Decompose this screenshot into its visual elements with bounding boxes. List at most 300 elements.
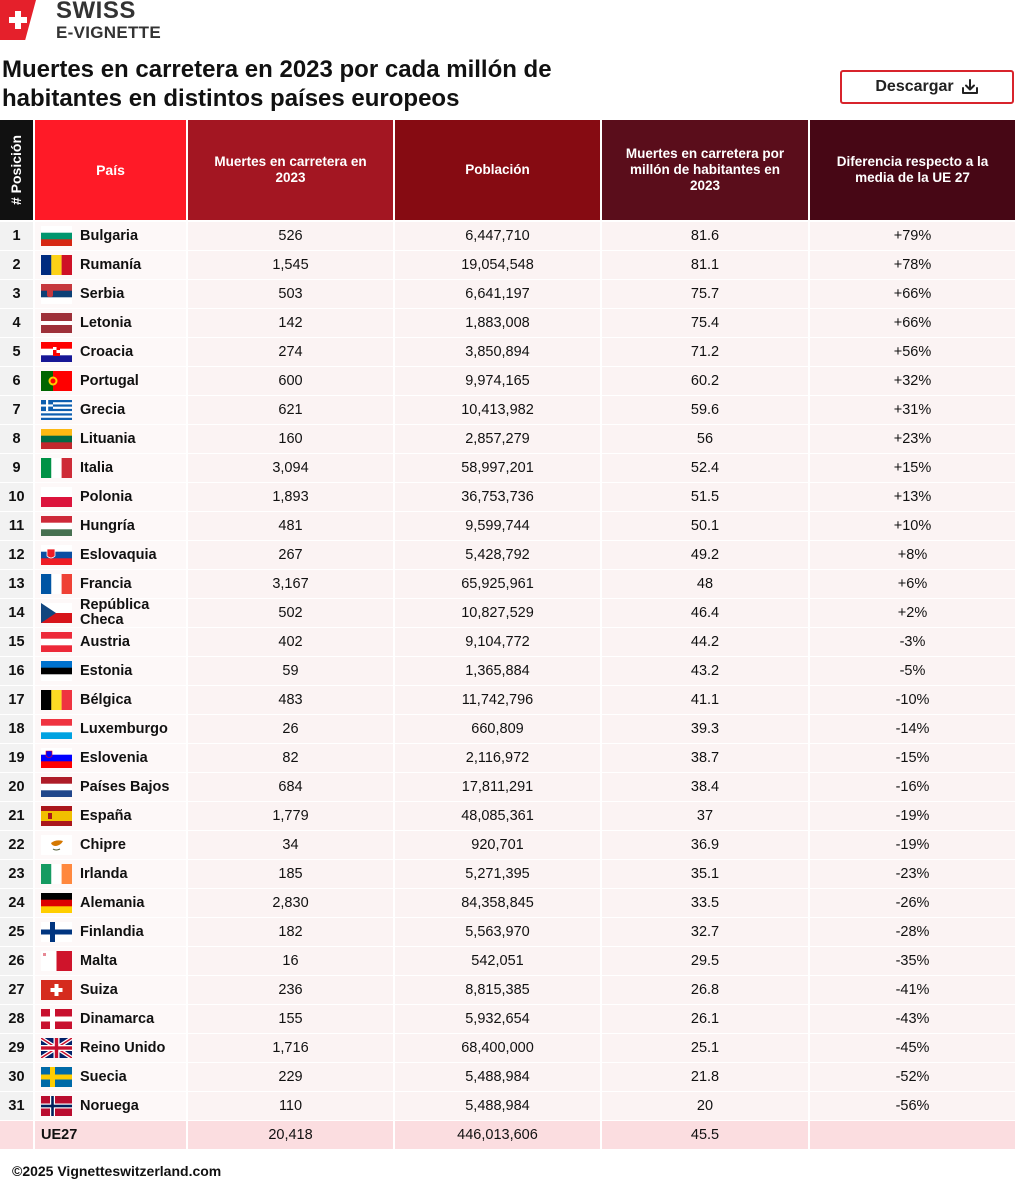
country-name: Croacia [80, 343, 134, 360]
country-name: Irlanda [80, 865, 128, 882]
row-population: 1,883,008 [395, 309, 602, 338]
luxembourg-flag-icon [41, 719, 72, 739]
row-population: 65,925,961 [395, 570, 602, 599]
row-deaths: 59 [188, 657, 395, 686]
row-country [35, 715, 188, 744]
row-population: 6,641,197 [395, 280, 602, 309]
lithuania-flag-icon [41, 429, 72, 449]
country-name: Lituania [80, 430, 136, 447]
slovenia-flag-icon [41, 748, 72, 768]
country-name: Suiza [80, 981, 118, 998]
row-position: 21 [0, 802, 35, 831]
row-deaths: 3,094 [188, 454, 395, 483]
row-deaths: 481 [188, 512, 395, 541]
table-row [0, 483, 1015, 512]
row-deaths: 155 [188, 1005, 395, 1034]
row-population: 8,815,385 [395, 976, 602, 1005]
row-population: 36,753,736 [395, 483, 602, 512]
table-row [0, 628, 1015, 657]
row-population: 2,857,279 [395, 425, 602, 454]
row-country [35, 570, 188, 599]
row-position: 27 [0, 976, 35, 1005]
country-name: Eslovenia [80, 749, 148, 766]
country-name: Francia [80, 575, 132, 592]
row-country [35, 251, 188, 280]
page-title: Muertes en carretera en 2023 por cada millón de habitantes en distintos países europeos [2, 56, 552, 112]
table-row [0, 512, 1015, 541]
country-name: Alemania [80, 894, 145, 911]
row-position: 24 [0, 889, 35, 918]
row-country [35, 860, 188, 889]
row-difference: -28% [810, 918, 1015, 947]
bulgaria-flag-icon [41, 226, 72, 246]
row-country [35, 773, 188, 802]
row-country [35, 280, 188, 309]
total-per-million: 45.5 [602, 1121, 810, 1150]
row-deaths: 2,830 [188, 889, 395, 918]
row-per-million: 71.2 [602, 338, 810, 367]
total-deaths: 20,418 [188, 1121, 395, 1150]
country-name: Eslovaquia [80, 546, 157, 563]
total-label: UE27 [35, 1121, 188, 1150]
row-per-million: 25.1 [602, 1034, 810, 1063]
row-deaths: 274 [188, 338, 395, 367]
country-name: España [80, 807, 132, 824]
header-deaths: Muertes en carretera en 2023 [188, 120, 395, 220]
row-per-million: 38.4 [602, 773, 810, 802]
table-row [0, 686, 1015, 715]
row-difference: -19% [810, 831, 1015, 860]
download-icon [961, 79, 979, 95]
row-difference: +10% [810, 512, 1015, 541]
row-position: 1 [0, 222, 35, 251]
row-population: 5,488,984 [395, 1092, 602, 1121]
spain-flag-icon [41, 806, 72, 826]
table-row [0, 802, 1015, 831]
row-population: 58,997,201 [395, 454, 602, 483]
row-position: 18 [0, 715, 35, 744]
row-deaths: 684 [188, 773, 395, 802]
row-per-million: 38.7 [602, 744, 810, 773]
row-position: 15 [0, 628, 35, 657]
row-country [35, 889, 188, 918]
row-country [35, 541, 188, 570]
table-row [0, 309, 1015, 338]
slovakia-flag-icon [41, 545, 72, 565]
country-name: Portugal [80, 372, 139, 389]
download-label: Descargar [875, 78, 954, 95]
row-country [35, 802, 188, 831]
country-name: Estonia [80, 662, 133, 679]
row-difference: -35% [810, 947, 1015, 976]
table-row [0, 338, 1015, 367]
row-deaths: 1,893 [188, 483, 395, 512]
row-per-million: 60.2 [602, 367, 810, 396]
row-difference: -56% [810, 1092, 1015, 1121]
country-name: Luxemburgo [80, 720, 168, 737]
row-difference: +32% [810, 367, 1015, 396]
row-position: 25 [0, 918, 35, 947]
table-row [0, 918, 1015, 947]
row-position: 12 [0, 541, 35, 570]
row-difference: -16% [810, 773, 1015, 802]
country-name: Italia [80, 459, 114, 476]
row-position: 31 [0, 1092, 35, 1121]
country-name: Bélgica [80, 691, 132, 708]
row-position: 11 [0, 512, 35, 541]
country-name: Chipre [80, 836, 126, 853]
brand-line1: SWISS [56, 0, 136, 24]
row-population: 6,447,710 [395, 222, 602, 251]
row-country [35, 744, 188, 773]
row-per-million: 33.5 [602, 889, 810, 918]
czech-flag-icon [41, 603, 72, 623]
row-country [35, 657, 188, 686]
netherlands-flag-icon [41, 777, 72, 797]
row-position: 16 [0, 657, 35, 686]
country-name: Polonia [80, 488, 133, 505]
table-row [0, 396, 1015, 425]
table-row [0, 1092, 1015, 1121]
table-row [0, 251, 1015, 280]
row-deaths: 182 [188, 918, 395, 947]
row-country [35, 396, 188, 425]
row-per-million: 50.1 [602, 512, 810, 541]
table-row [0, 222, 1015, 251]
row-population: 5,932,654 [395, 1005, 602, 1034]
row-deaths: 16 [188, 947, 395, 976]
row-difference: +15% [810, 454, 1015, 483]
row-country [35, 1063, 188, 1092]
row-country [35, 367, 188, 396]
row-country [35, 425, 188, 454]
row-per-million: 49.2 [602, 541, 810, 570]
table-row [0, 1034, 1015, 1063]
row-population: 10,413,982 [395, 396, 602, 425]
row-deaths: 160 [188, 425, 395, 454]
row-position: 30 [0, 1063, 35, 1092]
row-per-million: 81.6 [602, 222, 810, 251]
row-difference: +56% [810, 338, 1015, 367]
row-position: 20 [0, 773, 35, 802]
row-per-million: 21.8 [602, 1063, 810, 1092]
row-per-million: 51.5 [602, 483, 810, 512]
country-name: Bulgaria [80, 227, 139, 244]
country-name: Serbia [80, 285, 125, 302]
row-difference: +78% [810, 251, 1015, 280]
row-difference: +8% [810, 541, 1015, 570]
row-country [35, 976, 188, 1005]
row-deaths: 621 [188, 396, 395, 425]
row-country [35, 1092, 188, 1121]
table-row [0, 715, 1015, 744]
row-population: 5,488,984 [395, 1063, 602, 1092]
copyright-footer: ©2025 Vignetteswitzerland.com [12, 1163, 222, 1179]
row-difference: -45% [810, 1034, 1015, 1063]
header-country: País [35, 120, 188, 220]
row-deaths: 3,167 [188, 570, 395, 599]
row-population: 660,809 [395, 715, 602, 744]
row-population: 19,054,548 [395, 251, 602, 280]
country-name: Suecia [80, 1068, 127, 1085]
row-difference: -3% [810, 628, 1015, 657]
country-name: Hungría [80, 517, 135, 534]
table-row [0, 773, 1015, 802]
table-row [0, 947, 1015, 976]
row-per-million: 43.2 [602, 657, 810, 686]
row-deaths: 267 [188, 541, 395, 570]
country-name: Rumanía [80, 256, 142, 273]
sweden-flag-icon [41, 1067, 72, 1087]
table-row [0, 1005, 1015, 1034]
row-difference: -10% [810, 686, 1015, 715]
row-per-million: 32.7 [602, 918, 810, 947]
row-population: 542,051 [395, 947, 602, 976]
row-difference: -52% [810, 1063, 1015, 1092]
row-country [35, 512, 188, 541]
row-population: 5,563,970 [395, 918, 602, 947]
row-deaths: 26 [188, 715, 395, 744]
row-country [35, 1034, 188, 1063]
row-deaths: 502 [188, 599, 395, 628]
row-deaths: 1,779 [188, 802, 395, 831]
row-position: 2 [0, 251, 35, 280]
row-per-million: 20 [602, 1092, 810, 1121]
row-difference: +66% [810, 280, 1015, 309]
row-difference: +66% [810, 309, 1015, 338]
row-deaths: 185 [188, 860, 395, 889]
uk-flag-icon [41, 1038, 72, 1058]
row-difference: +6% [810, 570, 1015, 599]
header-difference: Diferencia respecto a la media de la UE 27 [810, 120, 1015, 220]
country-name: Grecia [80, 401, 126, 418]
row-country [35, 831, 188, 860]
row-country [35, 686, 188, 715]
row-position: 14 [0, 599, 35, 628]
brand-line2: E-VIGNETTE [56, 23, 162, 42]
row-deaths: 142 [188, 309, 395, 338]
row-position: 17 [0, 686, 35, 715]
row-deaths: 503 [188, 280, 395, 309]
row-population: 920,701 [395, 831, 602, 860]
finland-flag-icon [41, 922, 72, 942]
row-country [35, 309, 188, 338]
croatia-flag-icon [41, 342, 72, 362]
table-row [0, 425, 1015, 454]
row-country [35, 483, 188, 512]
row-deaths: 229 [188, 1063, 395, 1092]
row-per-million: 39.3 [602, 715, 810, 744]
row-position: 6 [0, 367, 35, 396]
hungary-flag-icon [41, 516, 72, 536]
row-country [35, 628, 188, 657]
germany-flag-icon [41, 893, 72, 913]
row-position: 26 [0, 947, 35, 976]
norway-flag-icon [41, 1096, 72, 1116]
row-per-million: 36.9 [602, 831, 810, 860]
table-row [0, 570, 1015, 599]
row-position: 29 [0, 1034, 35, 1063]
header-population: Población [395, 120, 602, 220]
row-per-million: 56 [602, 425, 810, 454]
table-row [0, 976, 1015, 1005]
row-per-million: 41.1 [602, 686, 810, 715]
row-position: 4 [0, 309, 35, 338]
row-per-million: 75.4 [602, 309, 810, 338]
portugal-flag-icon [41, 371, 72, 391]
row-per-million: 29.5 [602, 947, 810, 976]
country-name: Reino Unido [80, 1039, 166, 1056]
row-population: 9,104,772 [395, 628, 602, 657]
total-population: 446,013,606 [395, 1121, 602, 1150]
estonia-flag-icon [41, 661, 72, 681]
row-position: 8 [0, 425, 35, 454]
row-difference: -41% [810, 976, 1015, 1005]
row-per-million: 75.7 [602, 280, 810, 309]
download-button[interactable] [840, 70, 1014, 104]
country-name: Malta [80, 952, 118, 969]
table-row [0, 860, 1015, 889]
row-country [35, 338, 188, 367]
swiss-cross-icon [0, 0, 46, 40]
serbia-flag-icon [41, 284, 72, 304]
row-per-million: 52.4 [602, 454, 810, 483]
row-deaths: 1,716 [188, 1034, 395, 1063]
row-population: 1,365,884 [395, 657, 602, 686]
row-position: 5 [0, 338, 35, 367]
row-position: 28 [0, 1005, 35, 1034]
row-country [35, 599, 188, 628]
table-row [0, 599, 1015, 628]
row-difference: -14% [810, 715, 1015, 744]
row-population: 5,271,395 [395, 860, 602, 889]
row-deaths: 402 [188, 628, 395, 657]
row-per-million: 44.2 [602, 628, 810, 657]
romania-flag-icon [41, 255, 72, 275]
row-position: 13 [0, 570, 35, 599]
row-deaths: 600 [188, 367, 395, 396]
row-per-million: 59.6 [602, 396, 810, 425]
austria-flag-icon [41, 632, 72, 652]
row-position: 22 [0, 831, 35, 860]
row-deaths: 236 [188, 976, 395, 1005]
ireland-flag-icon [41, 864, 72, 884]
row-difference: -19% [810, 802, 1015, 831]
row-deaths: 483 [188, 686, 395, 715]
row-difference: -15% [810, 744, 1015, 773]
row-population: 11,742,796 [395, 686, 602, 715]
header-per-million: Muertes en carretera por millón de habitantes en 2023 [602, 120, 810, 220]
row-population: 5,428,792 [395, 541, 602, 570]
country-name: República Checa [80, 597, 150, 628]
row-country [35, 918, 188, 947]
row-difference: -26% [810, 889, 1015, 918]
row-population: 17,811,291 [395, 773, 602, 802]
row-population: 9,974,165 [395, 367, 602, 396]
row-per-million: 35.1 [602, 860, 810, 889]
row-country [35, 947, 188, 976]
row-position: 7 [0, 396, 35, 425]
table-row [0, 657, 1015, 686]
row-deaths: 526 [188, 222, 395, 251]
row-population: 9,599,744 [395, 512, 602, 541]
row-deaths: 110 [188, 1092, 395, 1121]
row-population: 3,850,894 [395, 338, 602, 367]
row-difference: -23% [810, 860, 1015, 889]
row-per-million: 46.4 [602, 599, 810, 628]
table-row [0, 454, 1015, 483]
malta-flag-icon [41, 951, 72, 971]
row-population: 2,116,972 [395, 744, 602, 773]
row-difference: -43% [810, 1005, 1015, 1034]
row-per-million: 26.1 [602, 1005, 810, 1034]
country-name: Países Bajos [80, 778, 170, 795]
row-per-million: 26.8 [602, 976, 810, 1005]
row-position: 9 [0, 454, 35, 483]
row-deaths: 34 [188, 831, 395, 860]
data-table [0, 120, 1015, 1150]
row-difference: +23% [810, 425, 1015, 454]
row-per-million: 48 [602, 570, 810, 599]
row-deaths: 82 [188, 744, 395, 773]
row-position: 23 [0, 860, 35, 889]
row-position: 3 [0, 280, 35, 309]
table-body [0, 222, 1015, 1121]
cyprus-flag-icon [41, 835, 72, 855]
italy-flag-icon [41, 458, 72, 478]
country-name: Austria [80, 633, 130, 650]
brand-logo [0, 0, 161, 40]
row-difference: -5% [810, 657, 1015, 686]
row-difference: +13% [810, 483, 1015, 512]
latvia-flag-icon [41, 313, 72, 333]
switzerland-flag-icon [41, 980, 72, 1000]
row-position: 10 [0, 483, 35, 512]
country-name: Dinamarca [80, 1010, 155, 1027]
table-row [0, 831, 1015, 860]
country-name: Letonia [80, 314, 132, 331]
table-header [0, 120, 1015, 220]
row-population: 48,085,361 [395, 802, 602, 831]
belgium-flag-icon [41, 690, 72, 710]
table-row [0, 889, 1015, 918]
row-country [35, 1005, 188, 1034]
row-difference: +2% [810, 599, 1015, 628]
row-per-million: 81.1 [602, 251, 810, 280]
total-difference [810, 1121, 1015, 1150]
row-population: 10,827,529 [395, 599, 602, 628]
row-position: 19 [0, 744, 35, 773]
row-population: 68,400,000 [395, 1034, 602, 1063]
country-name: Noruega [80, 1097, 139, 1114]
france-flag-icon [41, 574, 72, 594]
poland-flag-icon [41, 487, 72, 507]
table-row [0, 1063, 1015, 1092]
row-per-million: 37 [602, 802, 810, 831]
row-country [35, 454, 188, 483]
row-difference: +79% [810, 222, 1015, 251]
country-name: Finlandia [80, 923, 144, 940]
greece-flag-icon [41, 400, 72, 420]
row-difference: +31% [810, 396, 1015, 425]
denmark-flag-icon [41, 1009, 72, 1029]
row-country [35, 222, 188, 251]
row-deaths: 1,545 [188, 251, 395, 280]
table-row [0, 367, 1015, 396]
table-row [0, 280, 1015, 309]
row-population: 84,358,845 [395, 889, 602, 918]
table-row [0, 541, 1015, 570]
